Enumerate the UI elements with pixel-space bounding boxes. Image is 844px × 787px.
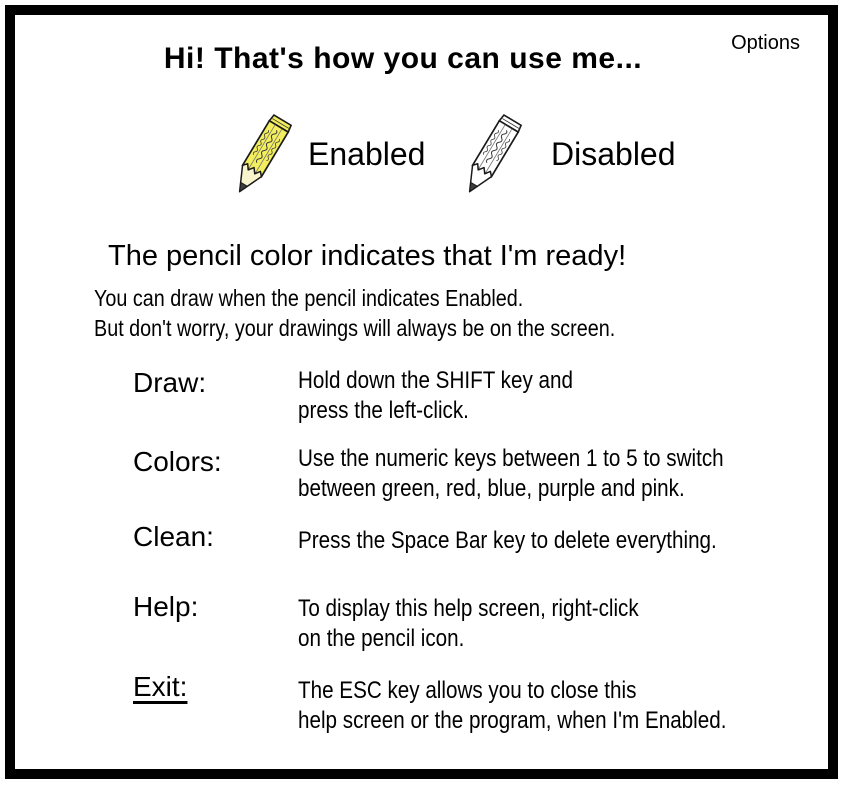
desc-line: To display this help screen, right-click <box>298 595 639 622</box>
pencil-disabled-svg <box>455 111 526 202</box>
instruction-label-exit <box>133 671 187 703</box>
desc-line: Hold down the SHIFT key and <box>298 367 573 394</box>
page-title: Hi! That's how you can use me... <box>163 42 643 75</box>
desc-line: Use the numeric keys between 1 to 5 to switch <box>298 445 724 472</box>
desc-line: press the left-click. <box>298 397 469 424</box>
desc-line: help screen or the program, when I'm Enabled. <box>298 707 727 734</box>
instruction-label-help <box>133 591 198 623</box>
pencil-enabled-icon <box>225 111 296 202</box>
enabled-label: Enabled <box>308 136 426 172</box>
disabled-label: Disabled <box>551 136 676 172</box>
instruction-desc-help <box>298 594 639 654</box>
intro-line-1: You can draw when the pencil indicates Enabled. <box>94 285 524 311</box>
desc-line: between green, red, blue, purple and pink. <box>298 475 685 502</box>
instruction-label-text: Help: <box>133 591 199 622</box>
instruction-desc-draw <box>298 366 573 426</box>
instruction-label-text: Exit: <box>133 671 188 702</box>
instruction-label-clean <box>133 521 214 553</box>
instruction-desc-exit <box>298 676 726 736</box>
desc-line: The ESC key allows you to close this <box>298 677 637 704</box>
instruction-label-draw <box>133 367 206 399</box>
desc-line: on the pencil icon. <box>298 625 465 652</box>
instruction-label-text: Draw: <box>133 367 207 398</box>
intro-line-2: But don't worry, your drawings will always be on the screen. <box>94 315 616 341</box>
instruction-desc-colors <box>298 444 724 504</box>
instruction-label-text: Colors: <box>133 446 222 477</box>
instruction-desc-clean <box>298 526 717 556</box>
pencil-disabled-icon <box>455 111 526 202</box>
pencil-enabled-svg <box>225 111 296 202</box>
instruction-label-text: Clean: <box>133 521 214 552</box>
desc-line: Press the Space Bar key to delete everything. <box>298 527 717 554</box>
options-menu[interactable]: Options <box>731 32 800 54</box>
instruction-label-colors <box>133 446 222 478</box>
ready-heading: The pencil color indicates that I'm ready! <box>108 240 627 272</box>
